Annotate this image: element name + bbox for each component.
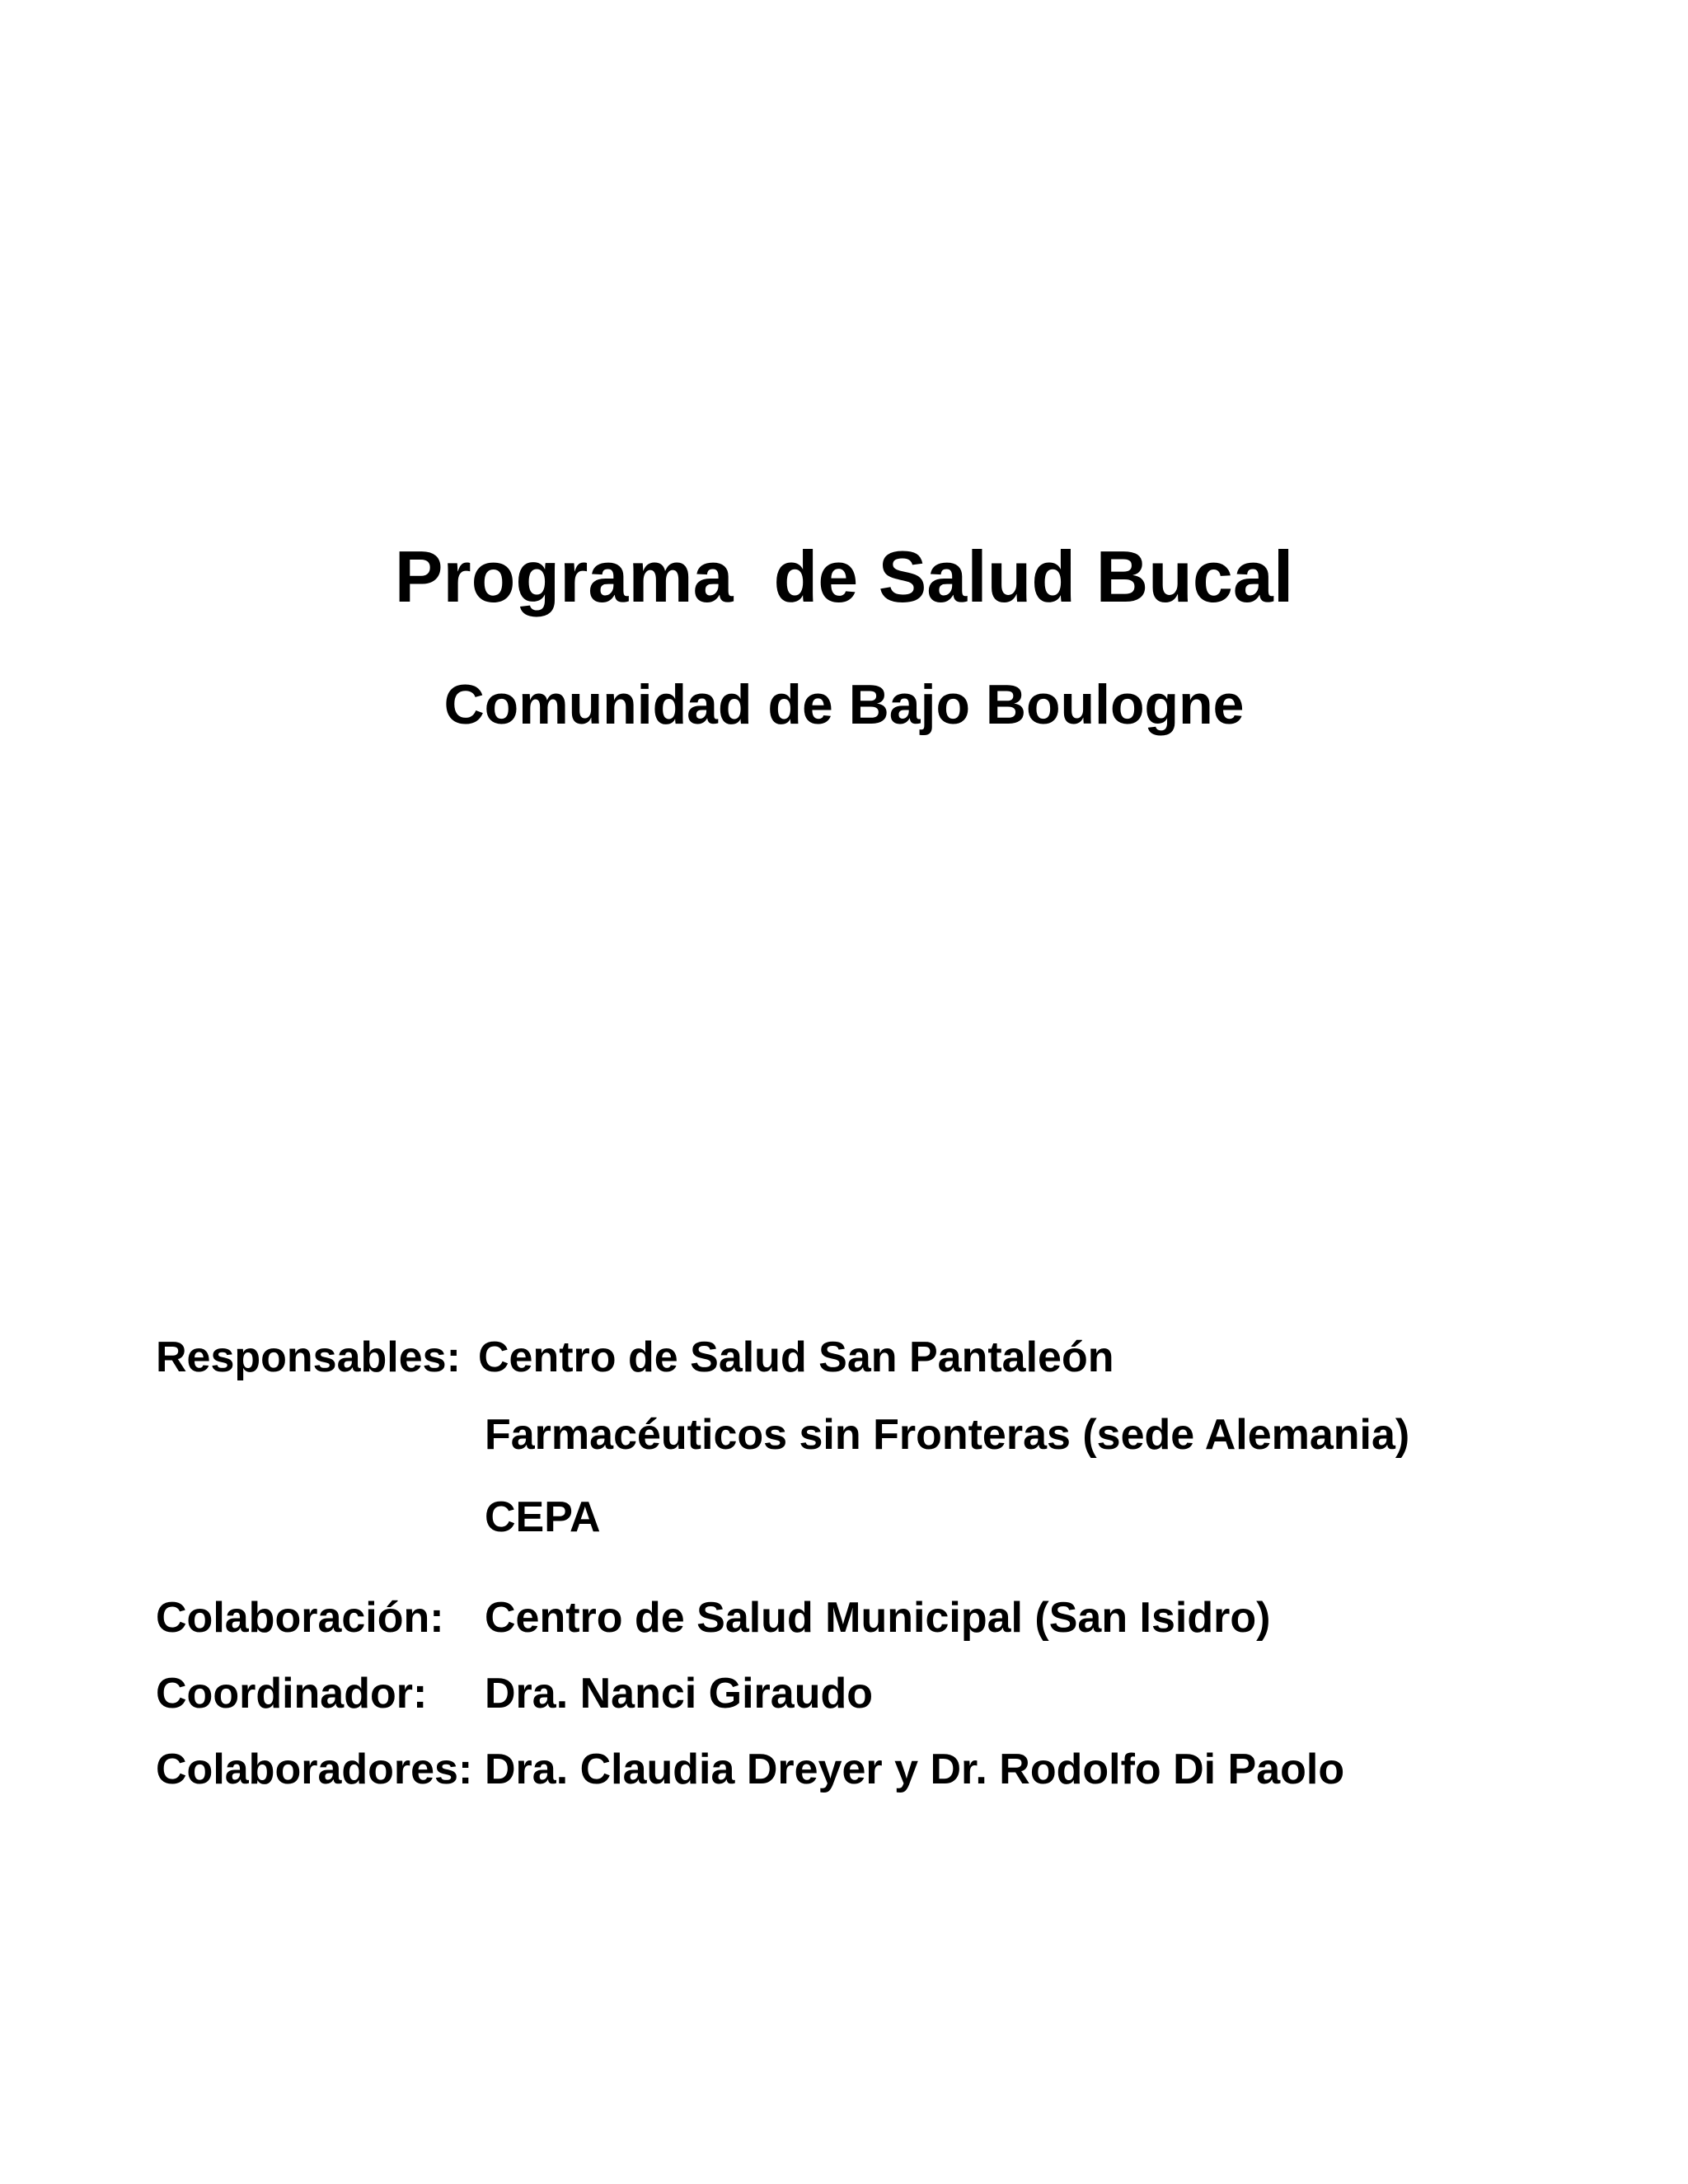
document-title: Programa de Salud Bucal	[394, 536, 1294, 617]
responsables-item-1: Centro de Salud San Pantaleón	[478, 1333, 1114, 1381]
responsables-item-3: CEPA	[485, 1493, 601, 1541]
colaboradores-value: Dra. Claudia Dreyer y Dr. Rodolfo Di Paolo	[485, 1746, 1345, 1793]
document-subtitle: Comunidad de Bajo Boulogne	[443, 673, 1245, 736]
colaboracion-label: Colaboración:	[156, 1594, 444, 1642]
coordinador-label: Coordinador:	[156, 1670, 428, 1718]
responsables-item-2: Farmacéuticos sin Fronteras (sede Alemania)	[485, 1411, 1410, 1459]
colaboracion-value: Centro de Salud Municipal (San Isidro)	[485, 1594, 1271, 1642]
responsables-label: Responsables:	[156, 1333, 461, 1381]
coordinador-value: Dra. Nanci Giraudo	[485, 1670, 873, 1718]
colaboradores-label: Colaboradores:	[156, 1746, 473, 1793]
